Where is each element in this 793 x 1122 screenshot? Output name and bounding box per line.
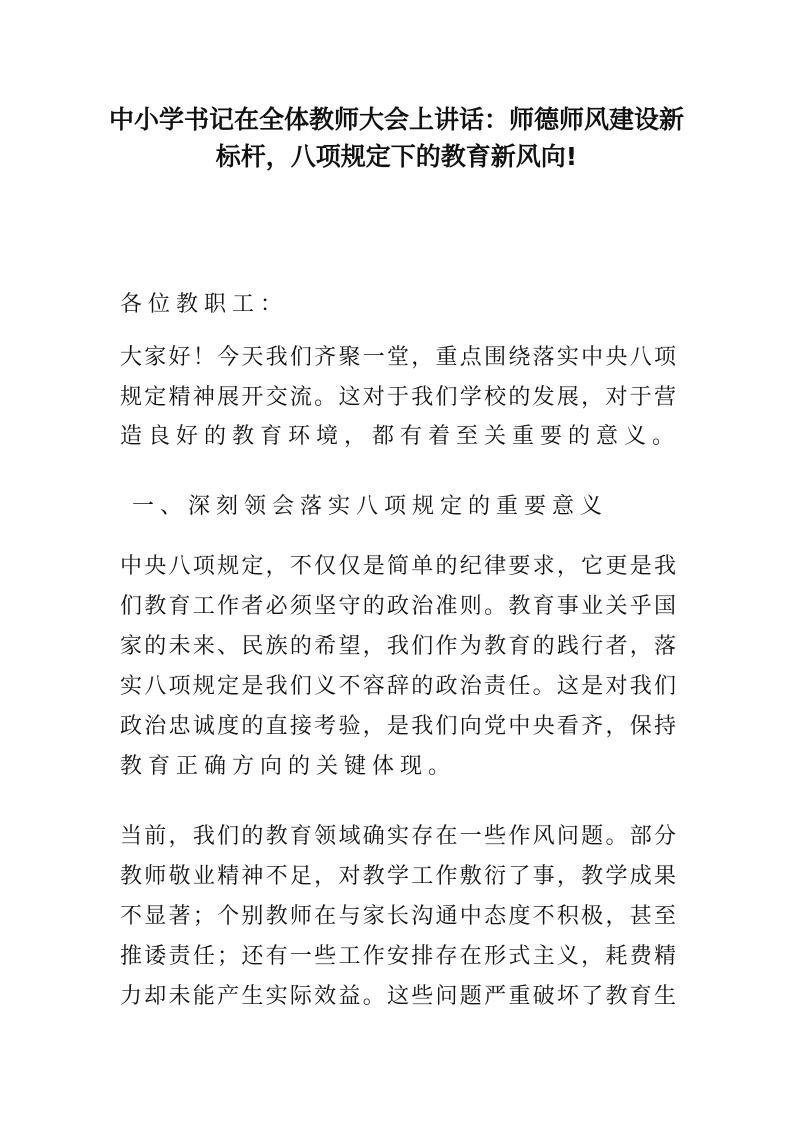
salutation: 各位教职工：: [120, 292, 289, 317]
text-line: 中央八项规定，不仅仅是简单的纪律要求，它更是我: [120, 554, 676, 579]
text-line: 不显著；个别教师在与家长沟通中态度不积极，甚至: [120, 904, 676, 929]
text-line: 教师敬业精神不足，对教学工作敷衍了事，教学成果: [120, 864, 676, 889]
text-line: 当前，我们的教育领域确实存在一些作风问题。部分: [120, 824, 676, 849]
title-line: 标杆，八项规定下的教育新风向!: [215, 142, 578, 171]
title-line: 中小学书记在全体教师大会上讲话：师德师风建设新: [108, 105, 684, 134]
text-line: 政治忠诚度的直接考验，是我们向党中央看齐，保持: [120, 714, 676, 739]
text-line: 造良好的教育环境，都有着至关重要的意义。: [120, 424, 681, 449]
text-line: 实八项规定是我们义不容辞的政治责任。这是对我们: [120, 674, 676, 699]
text-line: 家的未来、民族的希望，我们作为教育的践行者，落: [120, 634, 676, 659]
text-line: 们教育工作者必须坚守的政治准则。教育事业关乎国: [120, 594, 676, 619]
text-line: 力却未能产生实际效益。这些问题严重破坏了教育生: [120, 984, 676, 1009]
text-line: 推诿责任；还有一些工作安排存在形式主义，耗费精: [120, 944, 676, 969]
text-line: 规定精神展开交流。这对于我们学校的发展，对于营: [120, 385, 676, 410]
section-heading: 一、深刻领会落实八项规定的重要意义: [132, 494, 609, 519]
text-line: 大家好！今天我们齐聚一堂，重点围绕落实中央八项: [120, 345, 676, 370]
text-line: 教育正确方向的关键体现。: [120, 754, 457, 779]
